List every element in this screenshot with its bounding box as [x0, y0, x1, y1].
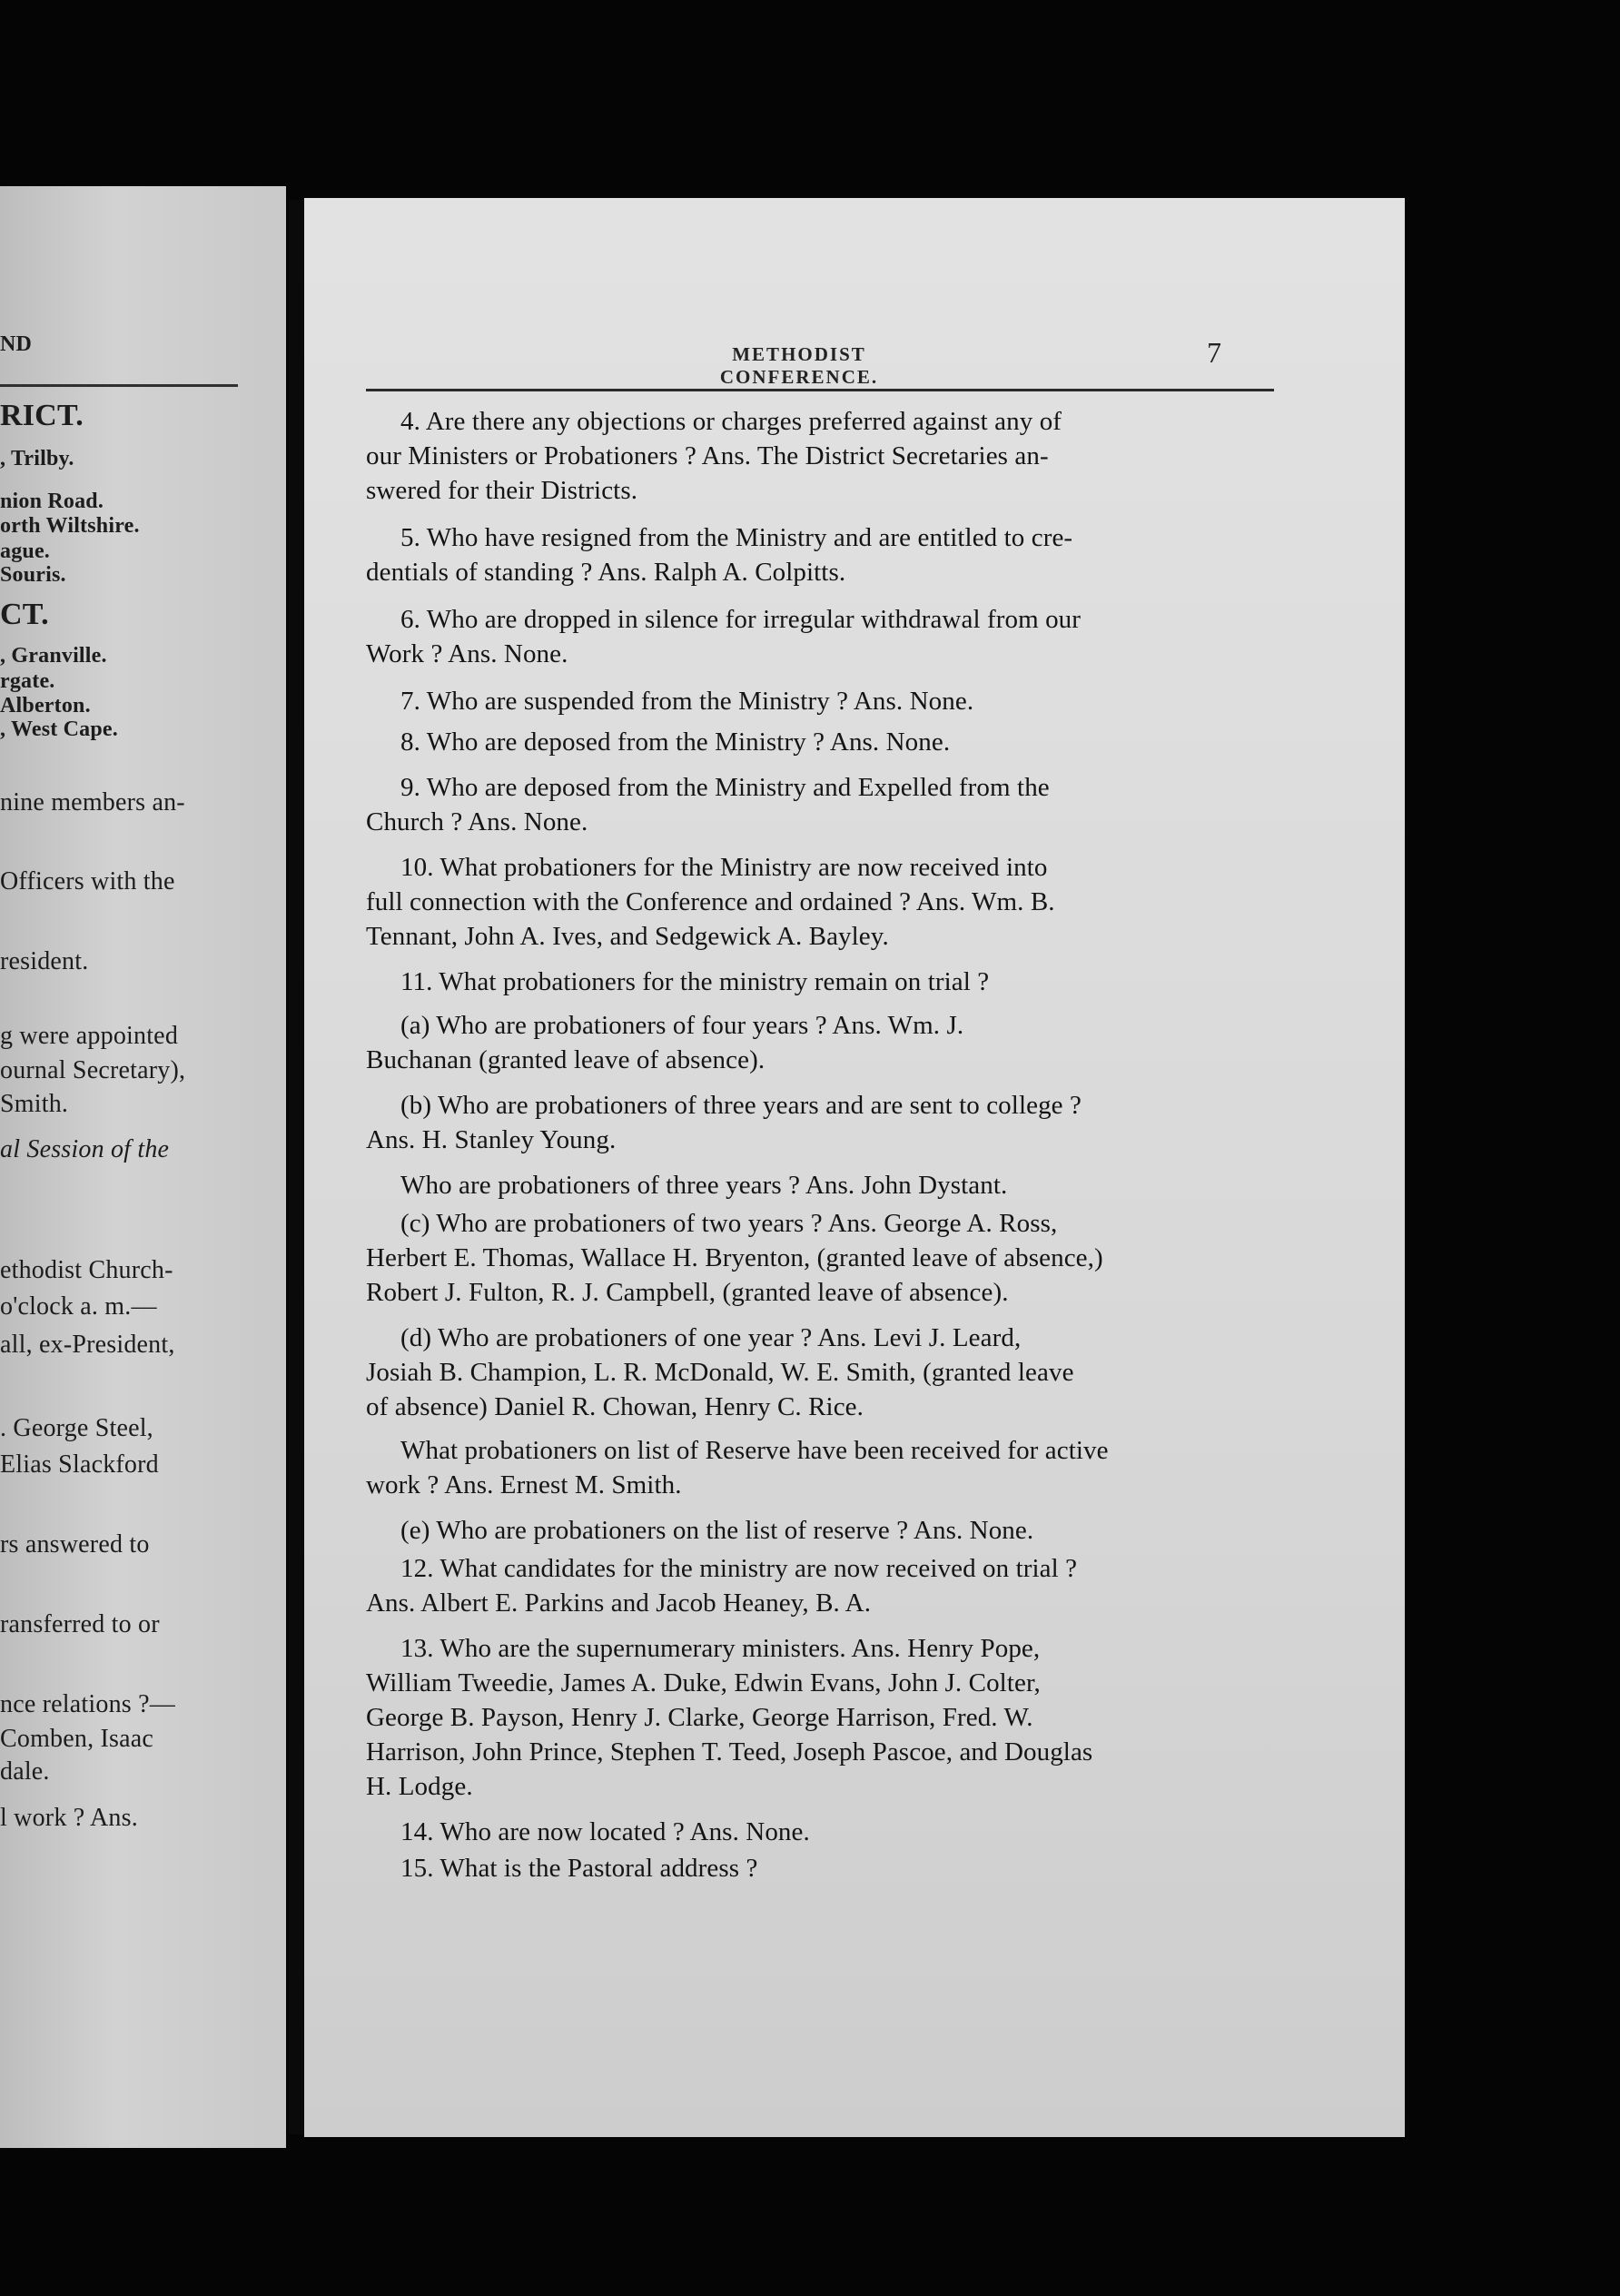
text-line: 15. What is the Pastoral address ?	[400, 1854, 758, 1883]
left-page-line: . George Steel,	[0, 1414, 153, 1442]
left-page-line: rs answered to	[0, 1530, 150, 1559]
left-page-line: nion Road.	[0, 490, 104, 513]
left-page-line: g were appointed	[0, 1022, 179, 1050]
left-page-line: nce relations ?—	[0, 1690, 175, 1718]
text-line: 8. Who are deposed from the Ministry ? Ans. None.	[400, 727, 951, 757]
left-page-line: o'clock a. m.—	[0, 1292, 157, 1321]
left-page-line: Elias Slackford	[0, 1450, 159, 1479]
left-page-line: resident.	[0, 947, 89, 975]
left-page-line: ransferred to or	[0, 1610, 160, 1638]
text-line: full connection with the Conference and ordained ? Ans. Wm. B.	[366, 887, 1055, 916]
text-line: dentials of standing ? Ans. Ralph A. Colpitts.	[366, 558, 846, 587]
text-line: Robert J. Fulton, R. J. Campbell, (granted leave of absence).	[366, 1278, 1009, 1307]
text-line: (e) Who are probationers on the list of reserve ? Ans. None.	[400, 1516, 1034, 1545]
text-line: George B. Payson, Henry J. Clarke, George Harrison, Fred. W.	[366, 1703, 1033, 1732]
text-line: 4. Are there any objections or charges preferred against any of	[400, 407, 1062, 436]
left-page-line: l work ? Ans.	[0, 1804, 138, 1832]
left-page-line: nine members an-	[0, 788, 185, 816]
text-line: 14. Who are now located ? Ans. None.	[400, 1817, 810, 1846]
text-line: Ans. Albert E. Parkins and Jacob Heaney, B. A.	[366, 1588, 872, 1618]
left-page-line: Comben, Isaac	[0, 1725, 153, 1753]
text-line: Church ? Ans. None.	[366, 807, 588, 836]
page-number: 7	[1207, 336, 1221, 369]
text-line: 11. What probationers for the ministry remain on trial ?	[400, 967, 990, 996]
left-page-line: CT.	[0, 598, 49, 631]
left-page-line: ethodist Church-	[0, 1256, 173, 1284]
text-line: 10. What probationers for the Ministry are now received into	[400, 853, 1048, 882]
text-line: of absence) Daniel R. Chowan, Henry C. Rice.	[366, 1392, 864, 1421]
text-line: What probationers on list of Reserve have been received for active	[400, 1436, 1109, 1465]
text-line: (a) Who are probationers of four years ? Ans. Wm. J.	[400, 1011, 964, 1040]
text-line: 6. Who are dropped in silence for irregular withdrawal from our	[400, 605, 1082, 634]
text-line: Work ? Ans. None.	[366, 639, 568, 668]
left-page-fragment	[0, 186, 286, 2148]
left-page-line: RICT.	[0, 399, 84, 432]
right-page	[304, 198, 1405, 2137]
text-line: Harrison, John Prince, Stephen T. Teed, Joseph Pascoe, and Douglas	[366, 1737, 1093, 1767]
left-page-line: dale.	[0, 1757, 50, 1786]
text-line: Buchanan (granted leave of absence).	[366, 1045, 766, 1074]
text-line: 7. Who are suspended from the Ministry ? Ans. None.	[400, 687, 974, 716]
left-page-line: ournal Secretary),	[0, 1056, 186, 1084]
text-line: Ans. H. Stanley Young.	[366, 1125, 617, 1154]
text-line: 12. What candidates for the ministry are now received on trial ?	[400, 1554, 1078, 1583]
left-page-line: ague.	[0, 539, 50, 563]
text-line: swered for their Districts.	[366, 476, 638, 505]
left-page-line: Smith.	[0, 1090, 69, 1118]
text-line: work ? Ans. Ernest M. Smith.	[366, 1470, 682, 1499]
left-page-line: , Granville.	[0, 644, 107, 668]
running-head: METHODIST CONFERENCE.	[719, 343, 879, 388]
text-line: William Tweedie, James A. Duke, Edwin Evans, John J. Colter,	[366, 1668, 1041, 1697]
text-line: 9. Who are deposed from the Ministry and Expelled from the	[400, 773, 1050, 802]
text-line: Tennant, John A. Ives, and Sedgewick A. Bayley.	[366, 922, 889, 951]
book-gutter	[289, 200, 305, 2134]
left-page-line: , West Cape.	[0, 718, 118, 741]
left-page-line: al Session of the	[0, 1135, 170, 1163]
text-line: (b) Who are probationers of three years and are sent to college ?	[400, 1091, 1082, 1120]
header-rule	[366, 389, 1274, 391]
left-page-line: Alberton.	[0, 694, 91, 718]
left-page-header-rule	[0, 384, 238, 387]
text-line: our Ministers or Probationers ? Ans. The District Secretaries an-	[366, 441, 1049, 470]
text-line: (d) Who are probationers of one year ? Ans. Levi J. Leard,	[400, 1323, 1022, 1352]
text-line: H. Lodge.	[366, 1772, 473, 1801]
left-page-line: rgate.	[0, 669, 55, 693]
text-line: 13. Who are the supernumerary ministers. Ans. Henry Pope,	[400, 1634, 1041, 1663]
text-line: Josiah B. Champion, L. R. McDonald, W. E. Smith, (granted leave	[366, 1358, 1074, 1387]
left-page-line: Officers with the	[0, 867, 175, 896]
text-line: Who are probationers of three years ? Ans. John Dystant.	[400, 1171, 1008, 1200]
text-line: Herbert E. Thomas, Wallace H. Bryenton, (granted leave of absence,)	[366, 1243, 1103, 1272]
text-line: 5. Who have resigned from the Ministry and are entitled to cre-	[400, 523, 1073, 552]
left-page-line: Souris.	[0, 563, 66, 587]
left-page-line: ND	[0, 332, 33, 356]
left-page-line: orth Wiltshire.	[0, 514, 140, 538]
text-line: (c) Who are probationers of two years ? Ans. George A. Ross,	[400, 1209, 1058, 1238]
left-page-line: all, ex-President,	[0, 1331, 175, 1359]
left-page-line: , Trilby.	[0, 447, 74, 470]
